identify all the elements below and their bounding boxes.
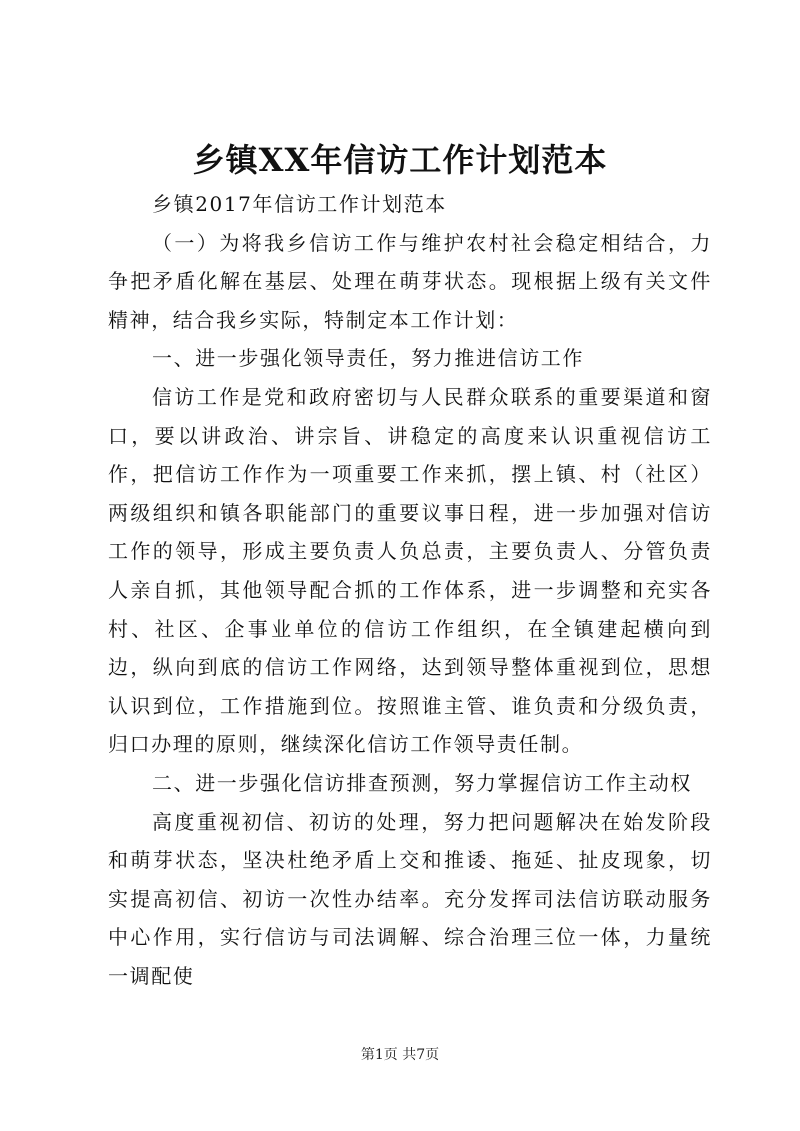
document-subtitle: 乡镇2017年信访工作计划范本: [152, 192, 447, 216]
page-number-footer: 第1页 共7页: [360, 1047, 440, 1063]
section-heading-1: 一、进一步强化领导责任，努力推进信访工作: [152, 346, 584, 371]
document-body: [108, 185, 712, 995]
section-2-paragraph: 高度重视初信、初访的处理，努力把问题解决在始发阶段和萌芽状态，坚决杜绝矛盾上交和推诿、拖延、扯皮现象，切实提高初信、初访一次性办结率。充分发挥司法信访联动服务中心作用，实行信访与司法调解、综合治理三位一体，力量统一调配使: [108, 809, 712, 988]
section-1-paragraph: 信访工作是党和政府密切与人民群众联系的重要渠道和窗口，要以讲政治、讲宗旨、讲稳定的高度来认识重视信访工作，把信访工作作为一项重要工作来抓，摆上镇、村（社区）两级组织和镇各职能部门的重要议事日程，进一步加强对信访工作的领导，形成主要负责人负总责，主要负责人、分管负责人亲自抓，其他领导配合抓的工作体系，进一步调整和充实各村、社区、企事业单位的信访工作组织，在全镇建起横向到边，纵向到底的信访工作网络，达到领导整体重视到位，思想认识到位，工作措施到位。按照谁主管、谁负责和分级负责，归口办理的原则，继续深化信访工作领导责任制。: [108, 384, 712, 757]
document-title: 乡镇XX年信访工作计划范本: [192, 141, 608, 179]
intro-paragraph: （一）为将我乡信访工作与维护农村社会稳定相结合，力争把矛盾化解在基层、处理在萌芽状态。现根据上级有关文件精神，结合我乡实际，特制定本工作计划：: [108, 230, 712, 332]
section-heading-2: 二、进一步强化信访排查预测，努力掌握信访工作主动权: [152, 770, 692, 795]
